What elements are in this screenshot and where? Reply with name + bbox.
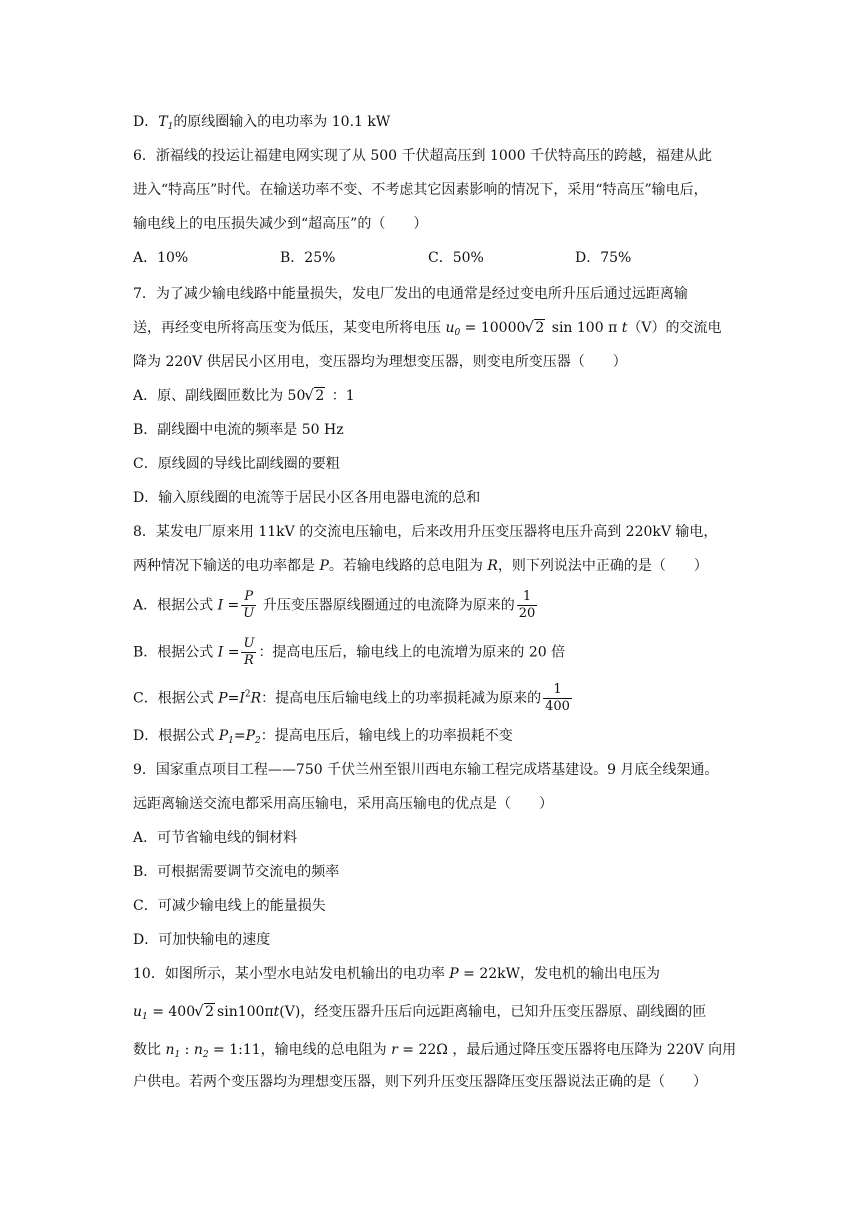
q5-option-d: D．$T_1$的原线圈输入的电功率为 10.1 kW <box>133 114 391 132</box>
q7-option-b: B．副线圈中电流的频率是 50 Hz <box>133 422 344 438</box>
q6-option-c: C．50% <box>428 250 484 266</box>
q8-option-d: D．根据公式 $P_1=P_2$：提高电压后，输电线上的功率损耗不变 <box>133 728 513 746</box>
q7-stem-line3: 降为 220V 供居民小区用电，变压器均为理想变压器，则变电所变压器（ ） <box>133 354 627 370</box>
q7-stem-line1: 7．为了减少输电线路中能量损失，发电厂发出的电通常是经过变电所升压后通过远距离输 <box>133 286 688 302</box>
q9-option-a: A．可节省输电线的铜材料 <box>133 830 298 846</box>
q9-option-c: C．可减少输电线上的能量损失 <box>133 898 326 914</box>
q10-stem-line2: $u_1 = 400√$ 2 sin100πt(V)，经变压器升压后向远距离输电，已知升压变压器原、副线圈的匝 <box>133 1002 706 1027</box>
q6-stem-line2: 进入“特高压”时代。在输送功率不变、不考虑其它因素影响的情况下，采用“特高压”输电后， <box>133 182 708 198</box>
q10-stem-line4: 户供电。若两个变压器均为理想变压器，则下列升压变压器降压变压器说法正确的是（ ） <box>133 1074 707 1090</box>
q8-option-b: B．根据公式 I = $\frac{U}{R}$ ：提高电压后，输电线上的电流增为原来的 20 倍 <box>133 636 566 668</box>
q6-option-b: B．25% <box>280 250 336 266</box>
q6-option-a: A．10% <box>133 250 189 266</box>
q7-stem-line2: 送，再经变电所将高压变为低压，某变电所将电压 $u_0 = 10000√$ 2 sin 100 π t（V）的交流电 <box>133 318 721 343</box>
sqrt-symbol: √ 2 <box>305 386 325 406</box>
q9-stem-line1: 9．国家重点项目工程——750 千伏兰州至银川西电东输工程完成塔基建设。9 月底全线架通。 <box>133 762 719 778</box>
q8-option-c: C．根据公式 $P=I^2R$：提高电压后输电线上的功率损耗减为原来的 $\frac{1}{400}$ <box>133 682 570 714</box>
sqrt-symbol: √ 2 <box>525 318 545 338</box>
q7-option-c: C．原线圆的导线比副线圈的要粗 <box>133 456 340 472</box>
q10-stem-line1: 10．如图所示，某小型水电站发电机输出的电功率 P = 22kW，发电机的输出电压为 <box>133 966 661 982</box>
q6-stem-line1: 6．浙福线的投运让福建电网实现了从 500 千伏超高压到 1000 千伏特高压的跨越，福建从此 <box>133 148 713 164</box>
fraction: $\frac{1}{400}$ <box>545 682 570 714</box>
q10-stem-line3: 数比 $n_1$ : $n_2$ = 1:11，输电线的总电阻为 r = 22Ω ，最后通过降压变压器将电压降为 220V 向用 <box>133 1042 737 1060</box>
q9-option-b: B．可根据需要调节交流电的频率 <box>133 864 340 880</box>
q7-option-a: A．原、副线圈匝数比为 50√ 2 ：1 <box>133 386 355 406</box>
q6-stem-line3: 输电线上的电压损失减少到“超高压”的（ ） <box>133 216 428 232</box>
q8-stem-line2: 两种情况下输送的电功率都是 P。若输电线路的总电阻为 R，则下列说法中正确的是（ ） <box>133 558 708 574</box>
q6-option-d: D．75% <box>575 250 632 266</box>
q7-option-d: D．输入原线圈的电流等于居民小区各用电器电流的总和 <box>133 490 481 506</box>
q9-stem-line2: 远距离输送交流电都采用高压输电，采用高压输电的优点是（ ） <box>133 796 553 812</box>
fraction: $\frac{1}{20}$ <box>518 589 536 621</box>
q9-option-d: D．可加快输电的速度 <box>133 932 271 948</box>
fraction: $\frac{U}{R}$ <box>243 636 255 668</box>
q6-options <box>133 248 631 268</box>
q8-stem-line1: 8．某发电厂原来用 11kV 的交流电压输电，后来改用升压变压器将电压升高到 220kV 输电， <box>133 524 718 540</box>
fraction: $\frac{P}{U}$ <box>243 589 255 621</box>
sqrt-symbol: √ 2 <box>195 1002 215 1022</box>
q8-option-a: A．根据公式 I = $\frac{P}{U}$ 升压变压器原线圈通过的电流降为原来的 $\frac{1}{20}$ <box>133 589 536 621</box>
